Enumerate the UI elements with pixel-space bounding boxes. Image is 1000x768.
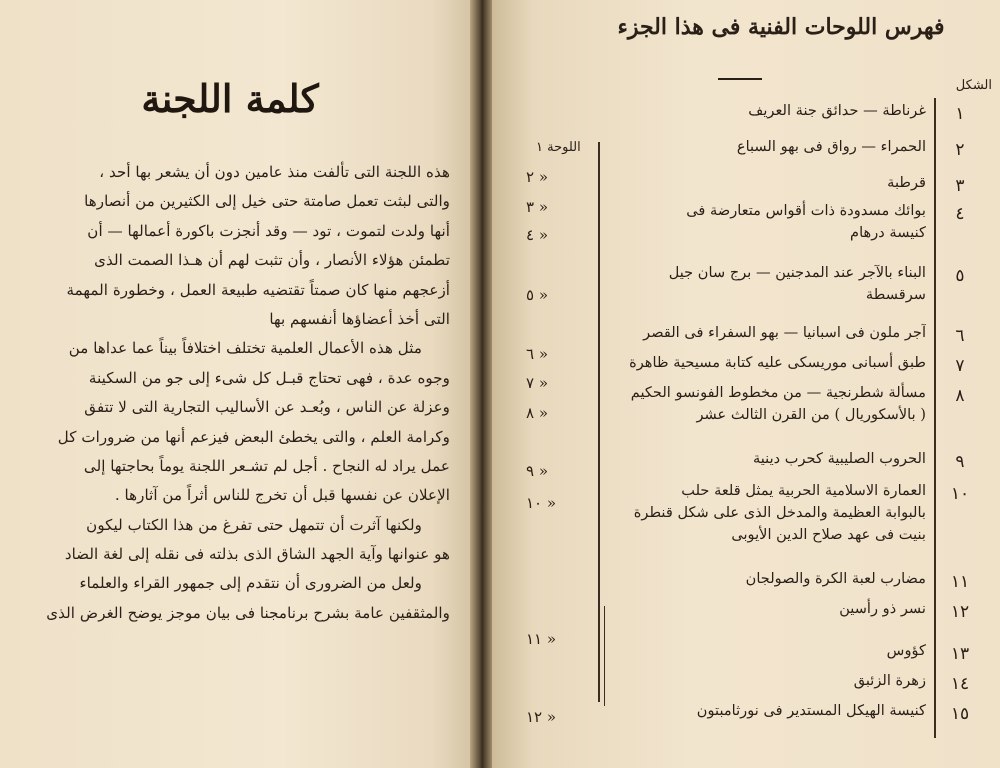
- figure-number: ١٤: [950, 674, 970, 694]
- plate-number: « ٢: [526, 168, 549, 186]
- entry-caption: ( بالأسكوريال ) من القرن الثالث عشر: [696, 406, 926, 423]
- index-title: فهرس اللوحات الفنية فى هذا الجزء: [617, 14, 945, 40]
- plate-number: « ٥: [526, 286, 549, 304]
- body-line: عمل يراد له النجاح . أجل لم تشـعر اللجنة يوماً بحاجتها إلى: [83, 456, 450, 475]
- figure-number: ٣: [955, 176, 965, 196]
- body-line: وعزلة عن الناس ، وبُعـد عن الأساليب التجارية التى لا تتفق: [84, 398, 450, 417]
- body-line: وجوه عدة ، فهى تحتاج قبـل كل شىء إلى جو من السكينة: [88, 368, 450, 387]
- entry-caption: غرناطة — حدائق جنة العريف: [748, 102, 926, 119]
- figure-number: ٢: [955, 140, 965, 160]
- entry-caption: آجر ملون فى اسبانيا — بهو السفراء فى القصر: [643, 324, 926, 341]
- figure-number: ٩: [955, 452, 965, 472]
- entry-caption: الحمراء — رواق فى بهو السباع: [736, 138, 926, 155]
- figure-number: ٧: [955, 356, 965, 376]
- plates-index: [492, 0, 1000, 768]
- entry-caption: كنيسة الهيكل المستدير فى نورثامبتون: [696, 702, 926, 719]
- book-gutter: [470, 0, 492, 768]
- plate-number: « ٦: [526, 345, 549, 363]
- entry-caption: بالبوابة العظيمة والمدخل الذى على شكل قنطرة: [633, 504, 926, 521]
- body-line: الإعلان عن نفسها قبل أن تخرج للناس أثراً من آثارها .: [114, 486, 450, 505]
- entry-caption: البناء بالآجر عند المدجنين — برج سان جيل: [668, 264, 926, 281]
- figure-number: ٤: [955, 204, 965, 224]
- entry-caption: طبق أسبانى موريسكى عليه كتابة مسيحية ظاهرة: [629, 354, 926, 371]
- figure-number: ١: [955, 104, 965, 124]
- body-line: مثل هذه الأعمال العلمية تختلف اختلافاً بيناً عما عداها من: [68, 339, 422, 358]
- plate-number: « ٤: [526, 226, 549, 244]
- figure-number: ١٠: [950, 484, 970, 504]
- figure-number: ١٣: [950, 644, 970, 664]
- figure-number: ١٢: [950, 602, 970, 622]
- body-line: والتى لبثت تعمل صامتة حتى خيل إلى الكثيرين من أنصارها: [84, 192, 450, 211]
- entry-caption: قرطبة: [887, 174, 926, 191]
- left-page: [0, 0, 470, 768]
- column-header-plate: اللوحة ١: [536, 140, 581, 155]
- left-page-title: كلمة اللجنة: [141, 76, 319, 121]
- plate-number: « ٧: [526, 374, 549, 392]
- entry-caption: بنيت فى عهد صلاح الدين الأيوبى: [731, 526, 926, 543]
- entry-caption: بوائك مسدودة ذات أقواس متعارضة فى: [686, 202, 926, 219]
- plate-number: « ١٠: [526, 494, 557, 512]
- left-page-body: [30, 158, 450, 628]
- entry-caption: مضارب لعبة الكرة والصولجان: [745, 570, 926, 587]
- body-line: هو عنوانها وآية الجهد الشاق الذى بذلته فى نقله إلى لغة الضاد: [64, 545, 450, 564]
- body-line: أنها ولدت لتموت ، تود — وقد أنجزت باكورة أعمالها — أن: [87, 221, 450, 240]
- plate-number: « ١١: [526, 630, 557, 648]
- figure-number: ٥: [955, 266, 965, 286]
- body-line: ولكنها آثرت أن تتمهل حتى تفرغ من هذا الكتاب ليكون: [86, 515, 422, 534]
- entry-caption: العمارة الاسلامية الحربية يمثل قلعة حلب: [681, 482, 926, 499]
- plate-number: « ٩: [526, 462, 549, 480]
- right-page: [492, 0, 1000, 768]
- entry-caption: نسر ذو رأسين: [839, 600, 926, 617]
- figure-number: ١٥: [950, 704, 970, 724]
- body-line: والمثقفين عامة بشرح برنامجنا فى بيان موجز يوضح الغرض الذى: [46, 603, 450, 622]
- plate-number: « ٨: [526, 404, 549, 422]
- entry-caption: سرقسطة: [865, 286, 926, 303]
- entry-caption: كؤوس: [886, 642, 926, 659]
- entry-caption: زهرة الزئبق: [853, 672, 926, 689]
- figure-number: ٨: [955, 386, 965, 406]
- body-line: أزعجهم منها كان صمتاً تقتضيه طبيعة العمل ، وخطورة المهمة: [66, 280, 450, 299]
- entry-caption: كنيسة درهام: [850, 224, 926, 241]
- plate-number: « ٣: [526, 198, 549, 216]
- column-header-figure: الشكل: [955, 78, 992, 93]
- body-line: التى أخذ أعضاؤها أنفسهم بها: [269, 309, 450, 328]
- body-line: هذه اللجنة التى تألفت منذ عامين دون أن يشعر بها أحد ،: [99, 163, 450, 181]
- body-line: وكرامة العلم ، والتى يخطئ البعض فيزعم أنها من ضرورات كل: [57, 427, 450, 446]
- plate-number: « ١٢: [526, 708, 557, 726]
- body-line: تطمئن هؤلاء الأنصار ، وأن تثبت لهم أن هـذا الصمت الذى: [94, 251, 450, 270]
- body-line: ولعل من الضرورى أن نتقدم إلى جمهور القراء والعلماء: [79, 574, 422, 593]
- entry-caption: الحروب الصليبية كحرب دينية: [752, 450, 926, 467]
- entry-caption: مسألة شطرنجية — من مخطوط الفونسو الحكيم: [630, 384, 926, 401]
- figure-number: ٦: [955, 326, 965, 346]
- figure-number: ١١: [950, 572, 970, 592]
